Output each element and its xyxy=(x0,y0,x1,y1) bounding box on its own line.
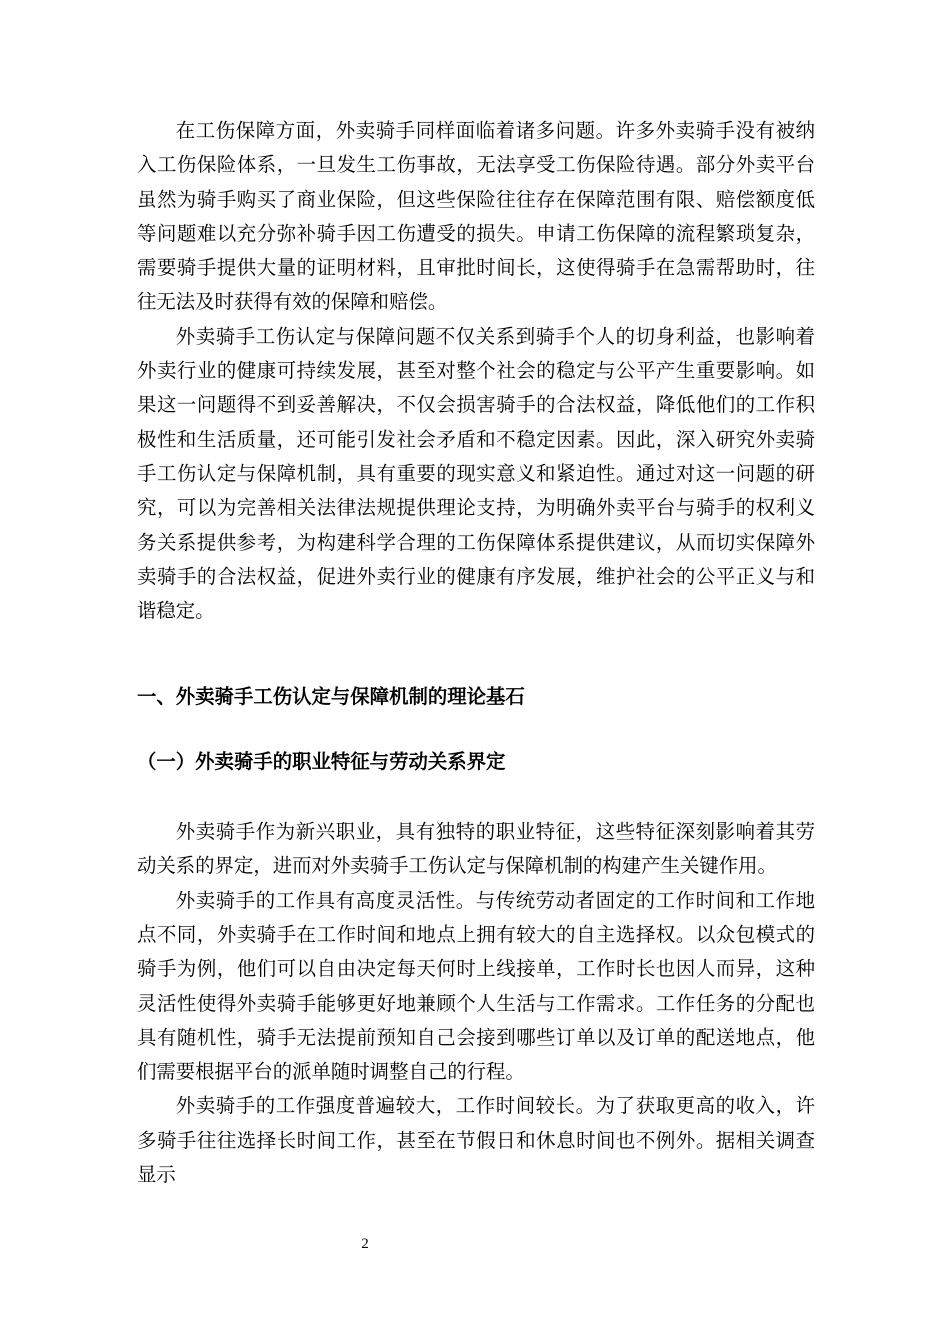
paragraph-significance: 外卖骑手工伤认定与保障问题不仅关系到骑手个人的切身利益，也影响着外卖行业的健康可持续发展，甚至对整个社会的稳定与公平产生重要影响。如果这一问题得不到妥善解决，不仅会损害骑手的合法权益，降低他们的工作积极性和生活质量，还可能引发社会矛盾和不稳定因素。因此，深入研究外卖骑手工伤认定与保障机制，具有重要的现实意义和紧迫性。通过对这一问题的研究，可以为完善相关法律法规提供理论支持，为明确外卖平台与骑手的权利义务关系提供参考，为构建科学合理的工伤保障体系提供建议，从而切实保障外卖骑手的合法权益，促进外卖行业的健康有序发展，维护社会的公平正义与和谐稳定。 xyxy=(137,324,815,623)
paragraph-occupation-intro: 外卖骑手作为新兴职业，具有独特的职业特征，这些特征深刻影响着其劳动关系的界定，进而对外卖骑手工伤认定与保障机制的构建产生关键作用。 xyxy=(137,820,815,878)
page-number: 2 xyxy=(361,1236,369,1252)
paragraph-flexibility: 外卖骑手的工作具有高度灵活性。与传统劳动者固定的工作时间和工作地点不同，外卖骑手在工作时间和地点上拥有较大的自主选择权。以众包模式的骑手为例，他们可以自由决定每天何时上线接单，工作时长也因人而异，这种灵活性使得外卖骑手能够更好地兼顾个人生活与工作需求。工作任务的分配也具有随机性，骑手无法提前预知自己会接到哪些订单以及订单的配送地点，他们需要根据平台的派单随时调整自己的行程。 xyxy=(137,888,815,1084)
subsection-heading: （一）外卖骑手的职业特征与劳动关系界定 xyxy=(137,749,506,773)
paragraph-work-injury-protection: 在工伤保障方面，外卖骑手同样面临着诸多问题。许多外卖骑手没有被纳入工伤保险体系，一旦发生工伤事故，无法享受工伤保险待遇。部分外卖平台虽然为骑手购买了商业保险，但这些保险往往存在保障范围有限、赔偿额度低等问题难以充分弥补骑手因工伤遭受的损失。申请工伤保障的流程繁琐复杂，需要骑手提供大量的证明材料，且审批时间长，这使得骑手在急需帮助时，往往无法及时获得有效的保障和赔偿。 xyxy=(137,119,815,314)
document-body xyxy=(137,114,815,1192)
section-heading: 一、外卖骑手工伤认定与保障机制的理论基石 xyxy=(137,685,525,709)
paragraph-work-intensity: 外卖骑手的工作强度普遍较大，工作时间较长。为了获取更高的收入，许多骑手往往选择长时间工作，甚至在节假日和休息时间也不例外。据相关调查显示 xyxy=(137,1094,815,1187)
